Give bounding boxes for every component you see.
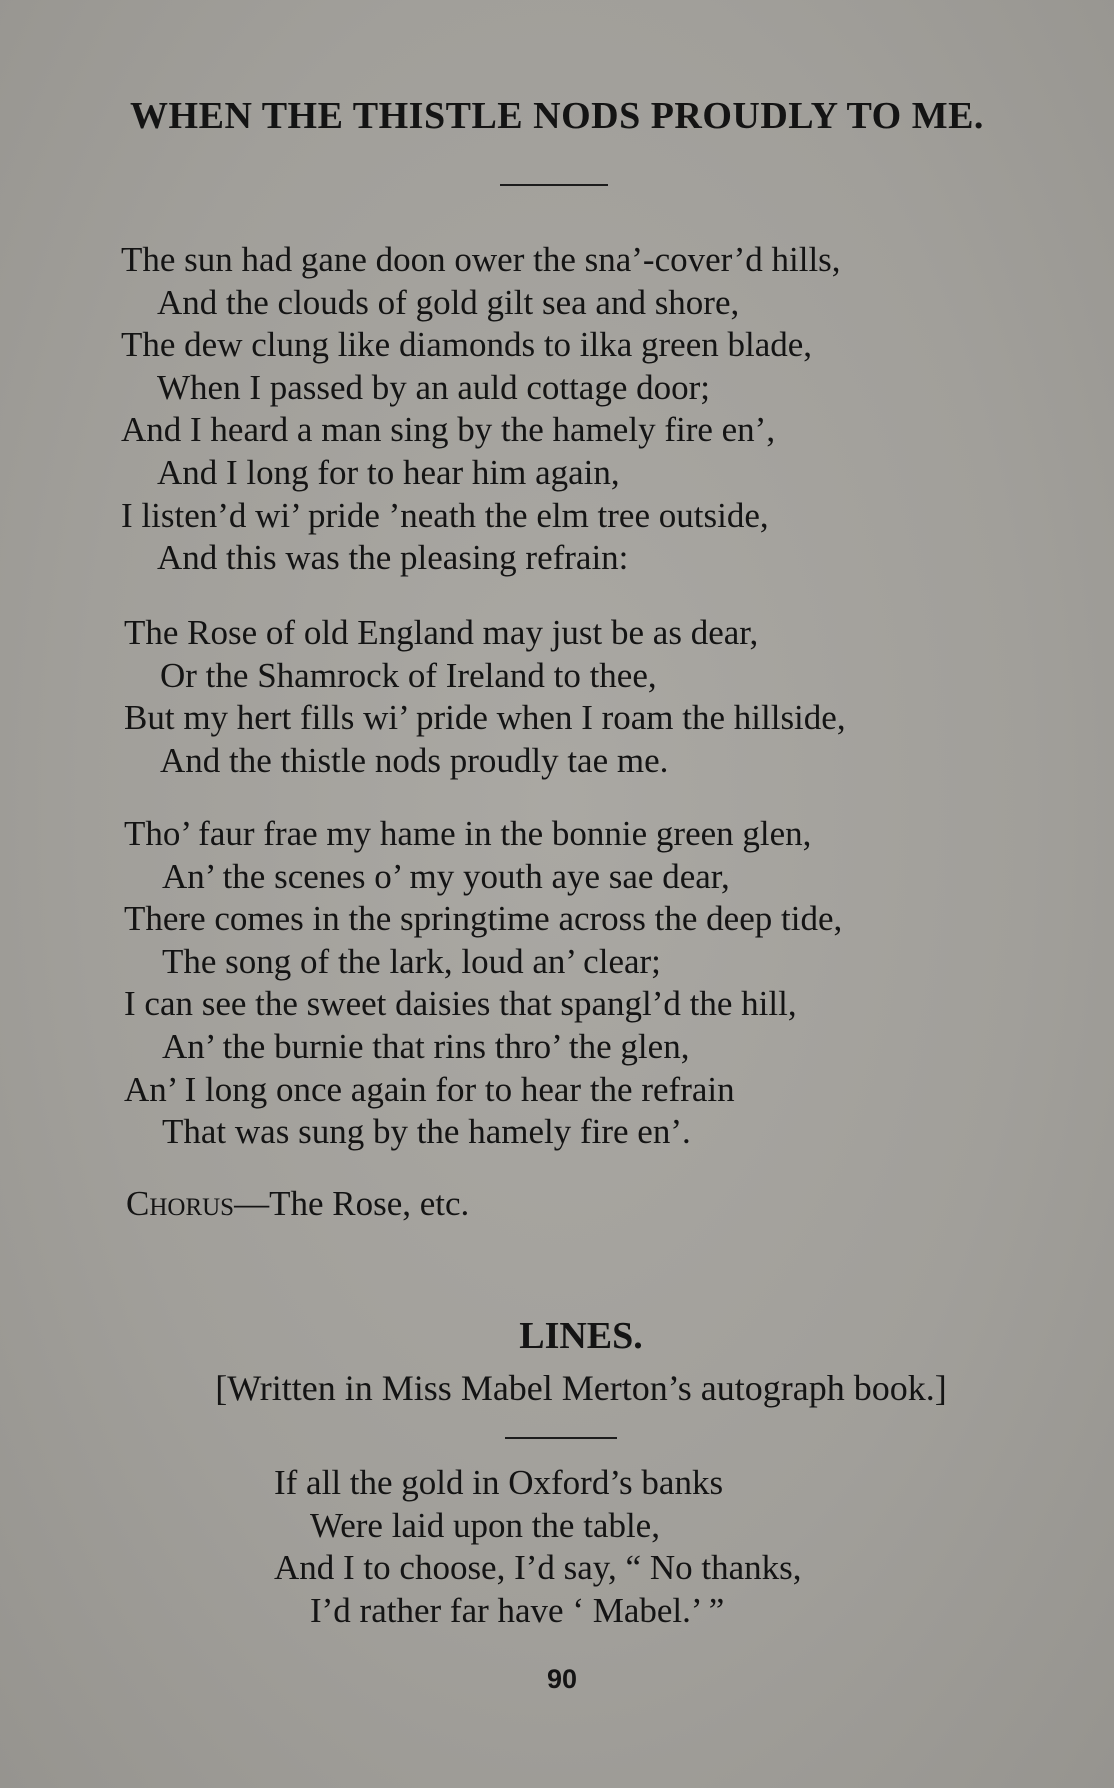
poem-line: The sun had gane doon ower the sna’-cover’d hills, (121, 240, 841, 279)
poem-line: The dew clung like diamonds to ilka green blade, (121, 325, 813, 365)
poem-line: And I to choose, I’d say, “ No thanks, (274, 1548, 802, 1588)
stanza-1 (121, 239, 1001, 580)
poem-line: Tho’ faur frae my hame in the bonnie green glen, (124, 814, 812, 853)
lines-title: LINES. (519, 1315, 643, 1357)
poem-line: An’ the scenes o’ my youth aye sae dear, (162, 856, 730, 896)
poem-line: And this was the pleasing refrain: (157, 538, 629, 578)
poem-line: That was sung by the hamely fire en’. (162, 1112, 691, 1152)
poem-line: I’d rather far have ‘ Mabel.’ ” (310, 1590, 725, 1630)
poem-line: There comes in the springtime across the deep tide, (124, 899, 843, 939)
poem-line: The song of the lark, loud an’ clear; (162, 941, 661, 981)
poem-line: Were laid upon the table, (310, 1505, 660, 1545)
poem-line: I listen’d wi’ pride ’neath the elm tree outside, (121, 495, 769, 535)
poem-line: And the thistle nods proudly tae me. (160, 740, 669, 780)
page-number: 90 (546, 1664, 578, 1694)
poem-line: Or the Shamrock of Ireland to thee, (160, 655, 657, 695)
poem-line: I can see the sweet daisies that spangl’d the hill, (124, 984, 797, 1024)
chorus-reference (126, 1183, 469, 1225)
poem-line: An’ I long once again for to hear the refrain (124, 1069, 735, 1109)
poem-line: And the clouds of gold gilt sea and shore, (157, 282, 740, 322)
poem-line: If all the gold in Oxford’s banks (274, 1463, 724, 1502)
lines-subtitle: [Written in Miss Mabel Merton’s autograph book.] (215, 1368, 947, 1408)
poem-line: But my hert fills wi’ pride when I roam the hillside, (124, 698, 846, 738)
poem-line: And I long for to hear him again, (157, 452, 620, 492)
lines-stanza (274, 1462, 1034, 1632)
poem-line: The Rose of old England may just be as dear, (124, 613, 759, 652)
song-title: WHEN THE THISTLE NODS PROUDLY TO ME. (130, 95, 984, 137)
chorus-stanza (124, 612, 1004, 782)
chorus-label: Chorus (126, 1184, 235, 1223)
poem-line: And I heard a man sing by the hamely fire en’, (121, 410, 776, 450)
stanza-2 (124, 813, 1004, 1154)
chorus-ref-text: —The Rose, etc. (234, 1184, 470, 1223)
poem-line: When I passed by an auld cottage door; (157, 367, 711, 407)
poem-line: An’ the burnie that rins thro’ the glen, (162, 1026, 690, 1066)
title-divider (500, 184, 608, 186)
lines-divider (505, 1437, 617, 1439)
